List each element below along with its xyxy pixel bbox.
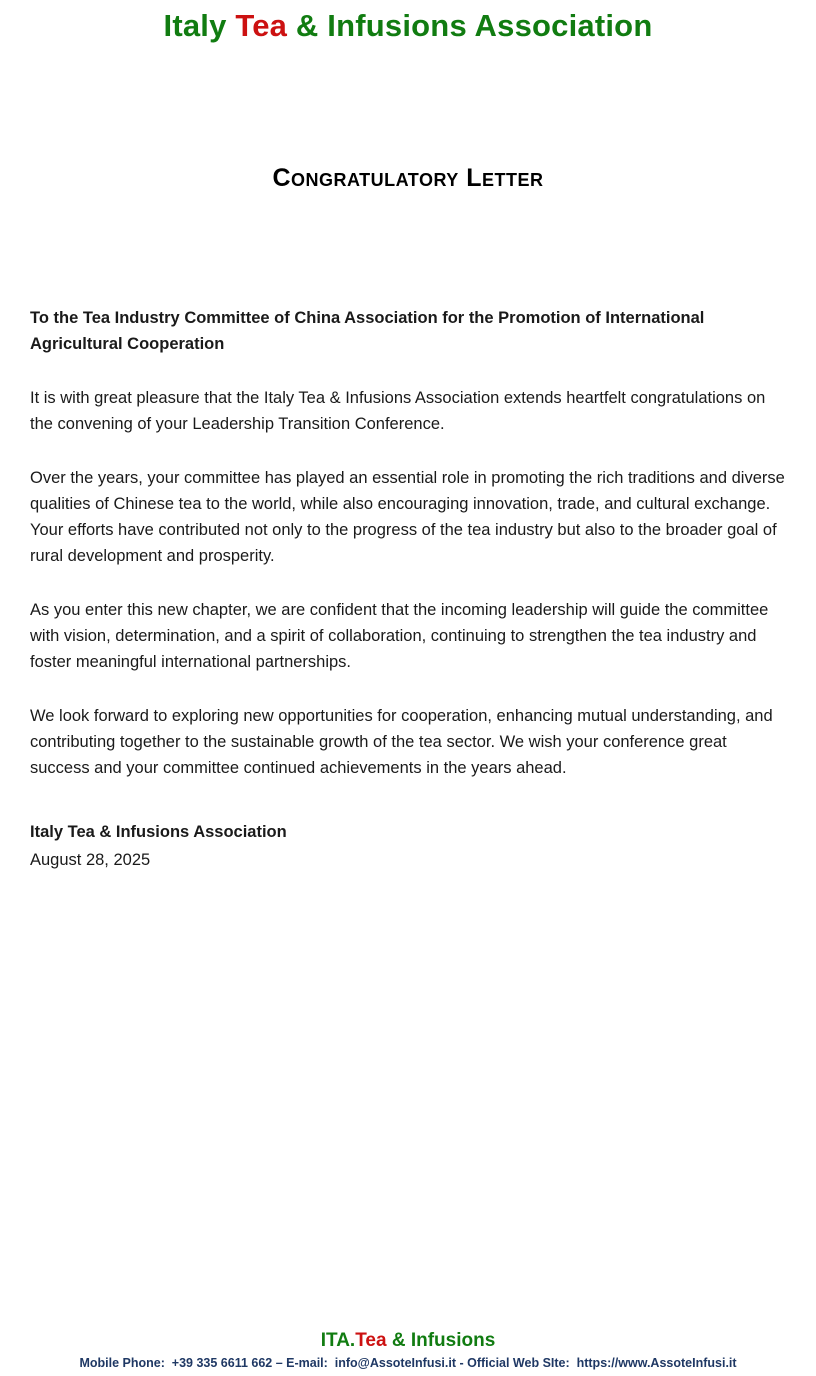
paragraph-1: It is with great pleasure that the Italy Tea & Infusions Association extends heartfelt congratulations on the convening of your Leadership Transition Conference. xyxy=(30,389,766,433)
paragraph-3: As you enter this new chapter, we are confident that the incoming leadership will guide the committee with vision, determination, and a spirit of collaboration, continuing to strengthen the tea industry and foster meaningful international partnerships. xyxy=(30,601,769,671)
signature-date: August 28, 2025 xyxy=(30,851,151,869)
footer-contact-line: Mobile Phone: +39 335 6611 662 – E-mail: info@AssoteInfusi.it - Official Web SIte: https://www.AssoteInfusi.it xyxy=(79,1356,737,1370)
document-title: Congratulatory Letter xyxy=(272,164,544,192)
addressee: To the Tea Industry Committee of China Association for the Promotion of International Agricultural Cooperation xyxy=(30,309,705,353)
letterhead-part-rest: & Infusions Association xyxy=(287,8,653,43)
footer-brand-tea: Tea xyxy=(355,1330,387,1351)
letterhead-part-tea: Tea xyxy=(235,8,288,43)
signature-name: Italy Tea & Infusions Association xyxy=(30,823,287,841)
letter-body xyxy=(30,305,788,873)
page-footer xyxy=(0,1330,816,1370)
signature-block xyxy=(30,819,788,873)
letterhead-title xyxy=(0,8,816,44)
paragraph-2: Over the years, your committee has played an essential role in promoting the rich traditions and diverse qualities of Chinese tea to the world, while also encouraging innovation, trade, and cultural exchange. Your efforts have contributed not only to the progress of the tea industry but also to the broader goal of rural development and prosperity. xyxy=(30,469,785,565)
footer-brand-ita: ITA. xyxy=(320,1330,356,1351)
paragraph-4: We look forward to exploring new opportunities for cooperation, enhancing mutual understanding, and contributing together to the sustainable growth of the tea sector. We wish your conference great success and your committee continued achievements in the years ahead. xyxy=(30,707,773,777)
footer-brand xyxy=(0,1330,816,1352)
letterhead-part-italy: Italy xyxy=(163,8,236,43)
footer-brand-rest: & Infusions xyxy=(386,1330,496,1351)
